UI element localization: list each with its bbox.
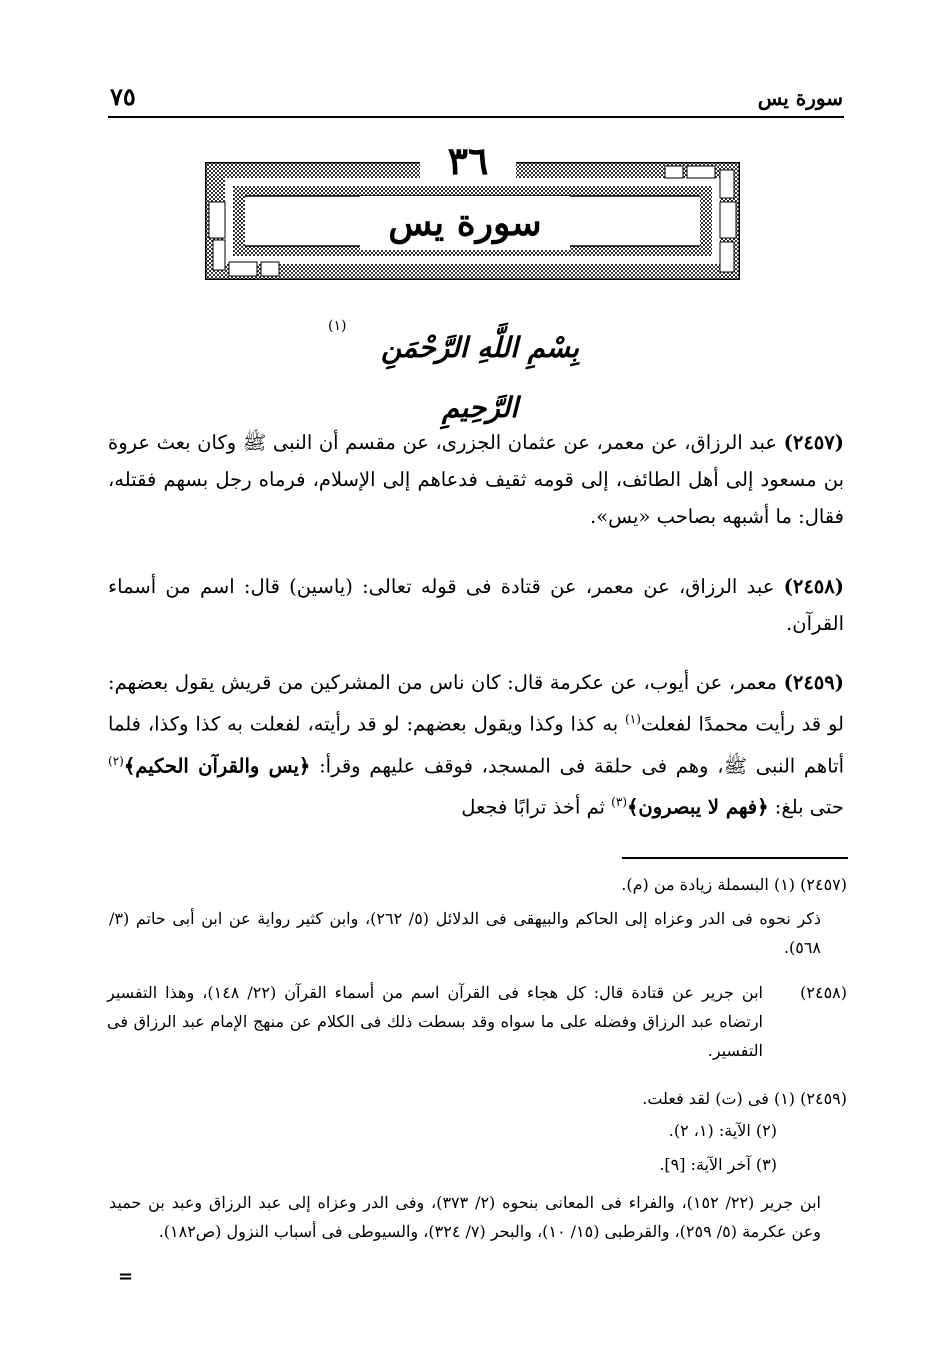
footnote-2458-text: ابن جرير عن قتادة قال: كل هجاء فى القرآن اسم من أسماء القرآن (٢٢/ ١٤٨)، وهذا التفسير ارتضاه عبد الرزاق وفضله على ما سواه وقد بسطت ذلك فى الكلام عن منهج الإمام عبد الرزاق فى التفسير. [107,983,764,1060]
footnote-ref: (٣) [611,795,627,809]
footnote-ref: (٢) [108,753,124,768]
page-number: ٧٥ [110,82,136,111]
entry-number: (٢٤٥٩) [783,671,844,694]
entry-text: عبد الرزاق، عن معمر، عن قتادة فى قوله تعالى: (ياسين) قال: اسم من أسماء القرآن. [108,575,844,635]
basmala-footnote-ref: (١) [328,318,347,334]
footnote-divider [622,857,848,859]
footnote-2458-label: (٢٤٥٨) [800,983,847,1002]
hadith-entry-2459 [108,664,844,826]
entry-number: (٢٤٥٨) [783,575,844,598]
footnote-2459-label: (٢٤٥٩) (١) فى (ت) لقد فعلت. [642,1089,847,1108]
basmala-calligraphy [360,318,600,424]
entry-text: عبد الرزاق، عن معمر، عن عثمان الجزرى، عن مقسم أن النبى ﷺ وكان بعث عروة بن مسعود إلى أهل الطائف، إلى قومه ثقيف فدعاهم إلى الإسلام، فرماه رجل بسهم فقتله، فقال: ما أشبهه بصاحب «يس». [108,431,844,528]
footnote-ref: (١) [625,712,641,726]
page-title: سورة يس [757,86,843,110]
basmala-text: بِسْمِ اللَّهِ الرَّحْمَنِ الرَّحِيمِ [380,331,580,424]
footnote-2459-item-2: (٢) الآية: (١، ٢). [668,1121,777,1140]
entry-number: (٢٤٥٧) [783,431,844,454]
header-divider [108,116,844,118]
entry-text: ثم أخذ ترابًا فجعل [461,795,605,819]
surah-name: سورة يس [360,196,570,250]
quran-quote: ﴿يس والقرآن الحكيم﴾ [123,754,311,777]
entry-text: حتى بلغ: [774,795,844,819]
quran-quote: ﴿فهم لا يبصرون﴾ [627,795,769,819]
footnote-2459-text: ابن جرير (٢٢/ ١٥٢)، والفراء فى المعانى بنحوه (٢/ ٣٧٣)، وفى الدر وعزاه إلى عبد الرزاق وعبد بن حميد وعن عكرمة (٥/ ٢٥٩)، والقرطبى (١٥/ ١٠)، والبحر (٧/ ٣٢٤)، والسيوطى فى أسباب النزول (ص١٨٢). [109,1193,821,1241]
surah-number: ٣٦ [420,136,516,186]
hadith-entry-2458 [108,568,844,642]
footnote-2459-item-3: (٣) آخر الآية: [٩]. [659,1155,777,1174]
continuation-mark: = [118,1266,134,1287]
entry-text: معمر، عن أيوب، عن عكرمة قال: كان ناس من المشركين من قريش يقول بعضهم: لو قد رأيت محمدًا لفعلت [108,671,844,736]
hadith-entry-2457 [108,424,844,535]
entry-text: به كذا وكذا ويقول بعضهم: لو قد رأيته، لفعلت به كذا وكذا، فلما أتاهم النبى ﷺ، وهم فى حلقة فى المسجد، فوقف عليهم وقرأ: [108,712,844,777]
footnote-2457-text: ذكر نحوه فى الدر وعزاه إلى الحاكم والبيهقى فى الدلائل (٥/ ٢٦٢)، وابن كثير رواية عن ابن أبى حاتم (٣/ ٥٦٨). [109,909,822,957]
footnote-2457-label: (٢٤٥٧) (١) البسملة زيادة من (م). [621,875,847,894]
